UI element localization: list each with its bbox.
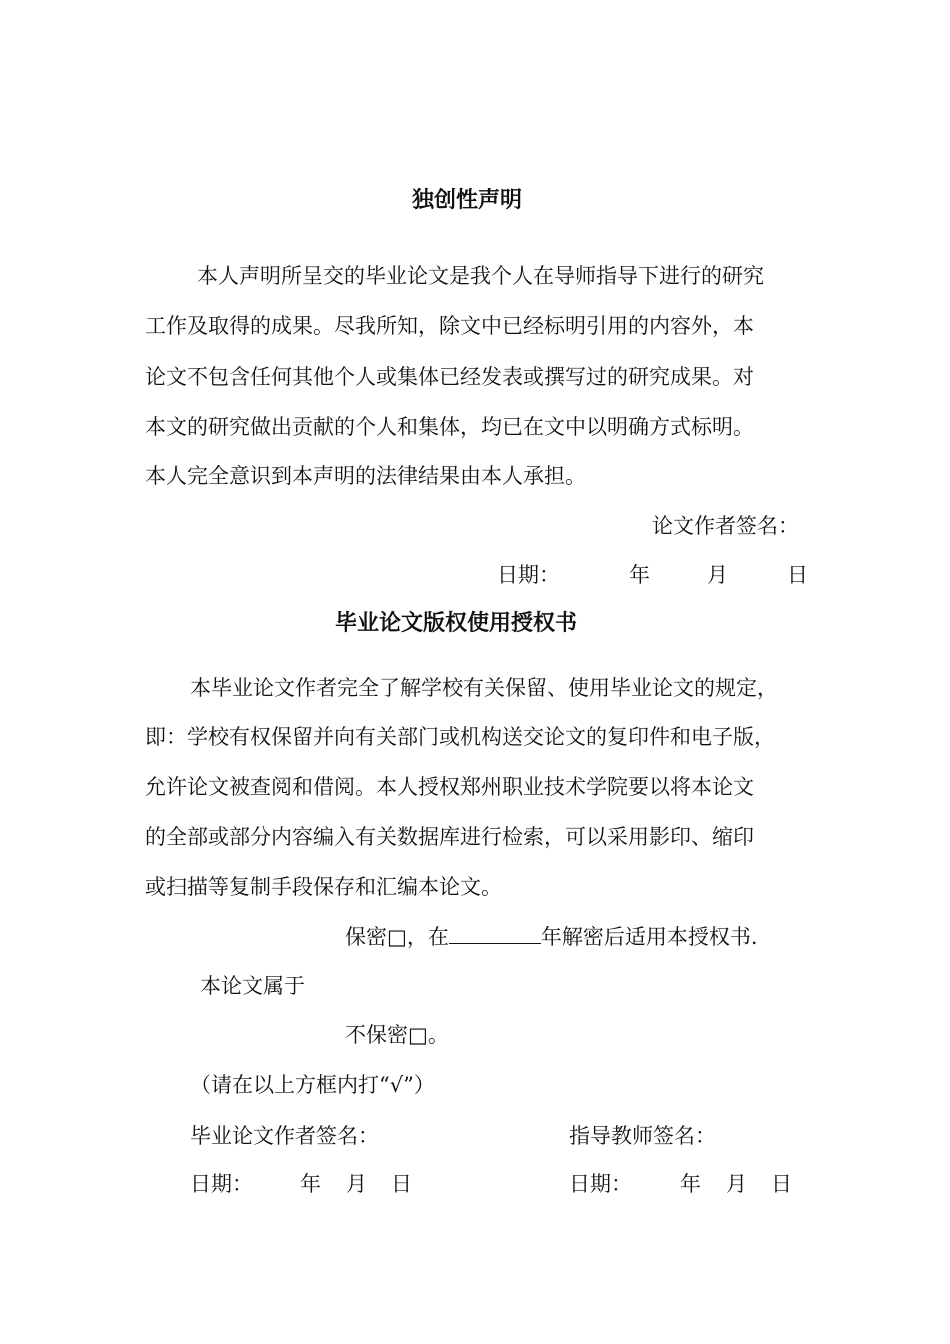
authorization-line-5: 或扫描等复制手段保存和汇编本论文。 bbox=[145, 875, 502, 899]
advisor-date-year: 年 bbox=[680, 1172, 701, 1196]
advisor-date-label: 日期： bbox=[569, 1172, 632, 1196]
authorization-line-3: 允许论文被查阅和借阅。本人授权郑州职业技术学院要以将本论文 bbox=[145, 775, 754, 799]
declaration-line-3: 论文不包含任何其他个人或集体已经发表或撰写过的研究成果。对 bbox=[145, 365, 754, 389]
authorization-line-1: 本毕业论文作者完全了解学校有关保留、使用毕业论文的规定， bbox=[190, 676, 778, 700]
not-secret-option: 不保密□。 bbox=[345, 1023, 449, 1047]
advisor-date-day: 日 bbox=[771, 1172, 792, 1196]
declaration-line-5: 本人完全意识到本声明的法律结果由本人承担。 bbox=[145, 464, 586, 488]
advisor-date-month: 月 bbox=[726, 1172, 747, 1196]
declaration-line-1: 本人声明所呈交的毕业论文是我个人在导师指导下进行的研究 bbox=[197, 264, 764, 288]
declaration-line-4: 本文的研究做出贡献的个人和集体，均已在文中以明确方式标明。 bbox=[145, 415, 754, 439]
advisor-sign-label: 指导教师签名： bbox=[569, 1124, 716, 1148]
authorization-line-2: 即：学校有权保留并向有关部门或机构送交论文的复印件和电子版， bbox=[145, 725, 775, 749]
declaration-year: 年 bbox=[629, 563, 650, 587]
declaration-title: 独创性声明 bbox=[412, 188, 523, 213]
author-sign-label: 毕业论文作者签名： bbox=[190, 1124, 379, 1148]
author-date-label: 日期： bbox=[190, 1172, 253, 1196]
author-date-year: 年 bbox=[300, 1172, 321, 1196]
secret-line bbox=[345, 923, 758, 950]
declaration-month: 月 bbox=[707, 563, 728, 587]
declaration-signature-label: 论文作者签名： bbox=[652, 514, 799, 538]
secret-year-blank bbox=[449, 923, 541, 944]
author-date-day: 日 bbox=[391, 1172, 412, 1196]
secret-suffix: 年解密后适用本授权书. bbox=[540, 925, 758, 949]
belongs-label: 本论文属于 bbox=[200, 974, 305, 998]
authorization-line-4: 的全部或部分内容编入有关数据库进行检索，可以采用影印、缩印 bbox=[145, 825, 754, 849]
declaration-date-label: 日期： bbox=[497, 563, 560, 587]
declaration-line-2: 工作及取得的成果。尽我所知，除文中已经标明引用的内容外，本 bbox=[145, 314, 754, 338]
author-date-month: 月 bbox=[346, 1172, 367, 1196]
authorization-title: 毕业论文版权使用授权书 bbox=[335, 611, 578, 636]
secret-prefix: 保密□，在 bbox=[345, 925, 449, 949]
checkbox-instruction: （请在以上方框内打“√”） bbox=[190, 1073, 435, 1097]
declaration-day: 日 bbox=[787, 563, 808, 587]
